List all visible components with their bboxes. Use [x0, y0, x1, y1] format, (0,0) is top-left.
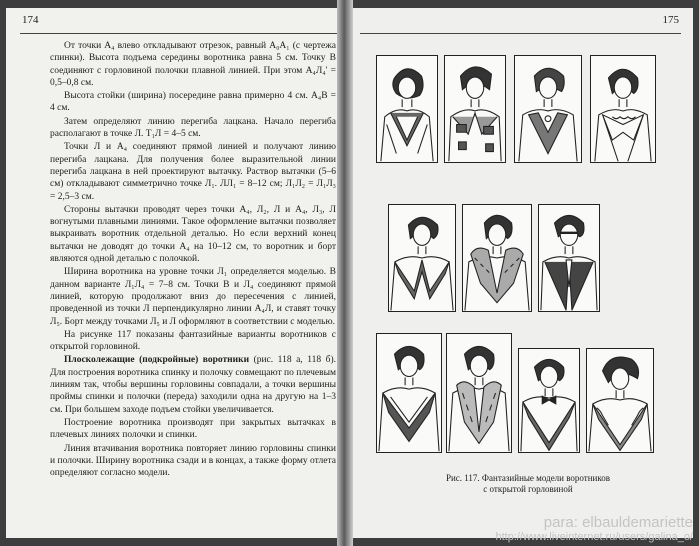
page-number-left: 174 [22, 14, 39, 26]
watermark-main: para: elbauldemariette [543, 514, 693, 531]
paragraph-9: Линия втачивания воротника повторяет линию горловины спинки и полочки. Ширину воротника сзади и в концах, а также форму отлета определяют согласно модели. [50, 443, 336, 479]
right-page [348, 8, 693, 538]
caption-line-2: с открытой горловиной [483, 484, 573, 494]
paragraph-4: Точки Л и А₄ соединяют прямой линией и получают линию перегиба лацкана. Для получения более выразительной линии перегиба лацкана в ней проектируют вытачку. Раствор вытачки (5–6 см) откладывают симметрично точке Л₁. ЛЛ₁ = 8–12 см; Л₁Л₂ = Л₁Л₃ = 2,5–3 см. [50, 142, 336, 202]
watermark [496, 516, 694, 544]
page-number-right: 175 [662, 14, 679, 26]
paragraph-6: Ширина воротника на уровне точки Л₁ определяется моделью. В данном варианте Л₁Л₄ = 7–8 см. Точки В и Л₄ соединяют прямой линией, которую продолжают вниз до пересечения с линией, проведенной из точки Л перпендикулярно линии А₄Л, и ставят точку Л₅. Борт между точками Л₅ и Л оформляют в соответствии с моделью. [50, 267, 336, 327]
paragraph-3: Затем определяют линию перегиба лацкана. Начало перегиба располагают в точке Л. Т₁Л = 4–5 см. [50, 116, 336, 140]
book-gutter [337, 0, 353, 546]
left-page [6, 8, 344, 538]
body-text [50, 40, 336, 479]
paragraph-subhead [50, 354, 336, 415]
collar-sketch-8 [376, 333, 442, 453]
collar-sketch-10 [518, 348, 580, 453]
figure-117 [348, 8, 693, 538]
collar-sketch-7 [538, 204, 600, 312]
collar-sketch-2 [444, 55, 506, 163]
watermark-url: http://www.liveinternet.ru/users/galina_o/ [495, 531, 693, 543]
header-rule-left [20, 33, 338, 34]
collar-sketch-4 [590, 55, 656, 163]
collar-sketch-5 [388, 204, 456, 312]
subhead-rest: (рис. 118 а, 118 б). Для построения воротника спинку и полочку совмещают по плечевым линиям так, чтобы вершины горловины совпадали, а точки вершины проймы спинки и полочки (переда) заходили одна на другую на 1–3 см. При большем заходе подъем стойки увеличивается. [50, 355, 336, 415]
collar-sketch-3 [514, 55, 582, 163]
paragraph-8: Построение воротника производят при закрытых вытачках в плечевых линиях полочки и спинки. [50, 417, 336, 441]
figure-caption [408, 473, 648, 495]
collar-sketch-11 [586, 348, 654, 453]
collar-sketch-9 [446, 333, 512, 453]
paragraph-7: На рисунке 117 показаны фантазийные варианты воротников с открытой горловиной. [50, 329, 336, 353]
caption-line-1: Рис. 117. Фантазийные модели воротников [445, 473, 611, 483]
paragraph-2: Высота стойки (ширина) посередине равна примерно 4 см. А₄В = 4 см. [50, 91, 336, 114]
paragraph-1: От точки А₄ влево откладывают отрезок, равный А₀А₁ (с чертежа спинки). Высота подъема середины воротника равна 5 см. Точку В соединяют с горловиной полочки плавной линией. При этом А₄Л₄' = 0,5–0,8 см. [50, 41, 336, 88]
collar-sketch-1 [376, 55, 438, 163]
collar-sketch-6 [462, 204, 532, 312]
paragraph-5: Стороны вытачки проводят через точки А₄, Л₂, Л и А₄, Л₃, Л вогнутыми плавными линиями. Такое оформление вытачки позволяет выкраивать воротник отдельной деталью. Но если верхний конец вытачки не доводят до точки А₄ на 10–12 см, то воротник и борт являются одной деталью с полочкой. [50, 204, 336, 265]
section-subhead: Плосколежащие (подкройные) воротники [64, 355, 250, 366]
